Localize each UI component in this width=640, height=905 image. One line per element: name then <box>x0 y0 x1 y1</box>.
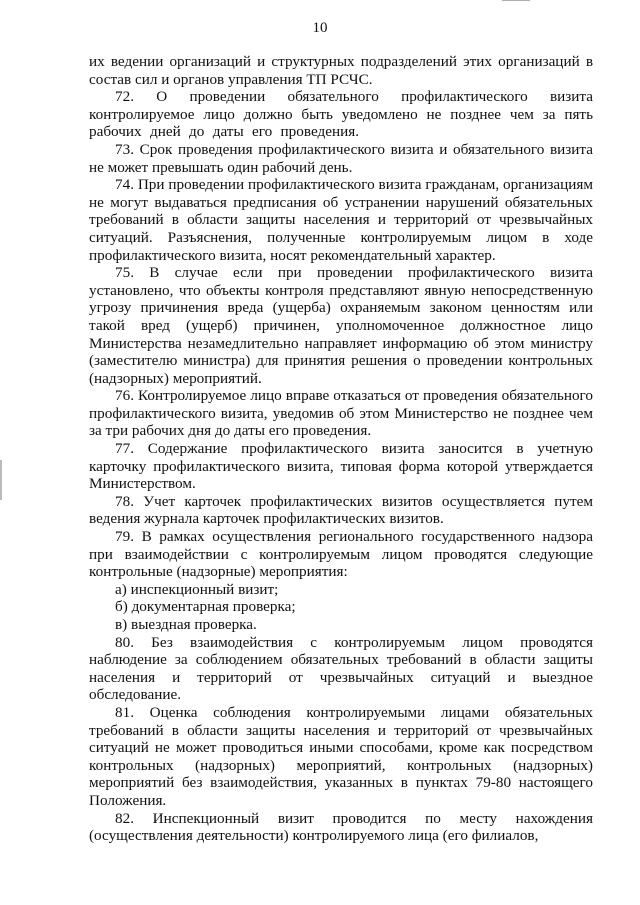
paragraph-82: 82. Инспекционный визит проводится по месту нахождения (осуществления деятельности) контролируемого лица (его филиалов, <box>89 809 593 845</box>
document-body <box>89 53 593 845</box>
paragraph-75: 75. В случае если при проведении профилактического визита установлено, что объекты контроля представляют явную непосредственную угрозу причинения вреда (ущерба) охраняемым законом ценностям или такой вред (ущерб) причинен, уполномоченное должностное лицо Министерства незамедлительно направляет информацию об этом министру (заместителю министра) для принятия решения о проведении контрольных (надзорных) мероприятий. <box>89 264 593 387</box>
paragraph-77: 77. Содержание профилактического визита заносится в учетную карточку профилактического визита, типовая форма которой утверждается Министерством. <box>89 440 593 493</box>
paragraph-72: 72. О проведении обязательного профилактического визита контролируемое лицо должно быть уведомлено не позднее чем за пять рабочих дней до даты его проведения. <box>89 88 593 141</box>
paragraph-79: 79. В рамках осуществления регионального государственного надзора при взаимодействии с контролируемым лицом проводятся следующие контрольные (надзорные) мероприятия: <box>89 528 593 581</box>
paragraph-81: 81. Оценка соблюдения контролируемыми лицами обязательных требований в области защиты населения и территорий от чрезвычайных ситуаций не может проводиться иными способами, кроме как посредством контрольных (надзорных) мероприятий, контрольных (надзорных) мероприятий без взаимодействия, указанных в пунктах 79-80 настоящего Положения. <box>89 703 593 809</box>
scan-mark <box>502 0 530 1</box>
page-number: 10 <box>312 20 328 36</box>
paragraph-74: 74. При проведении профилактического визита гражданам, организациям не могут выдаваться предписания об устранении нарушений обязательных требований в области защиты населения и территорий от чрезвычайных ситуаций. Разъяснения, полученные контролируемым лицом в ходе профилактического визита, носят рекомендательный характер. <box>89 176 593 264</box>
list-item-c: в) выездная проверка. <box>115 616 257 633</box>
paragraph-73: 73. Срок проведения профилактического визита и обязательного визита не может превышать один рабочий день. <box>89 140 593 176</box>
paragraph-76: 76. Контролируемое лицо вправе отказаться от проведения обязательного профилактического визита, уведомив об этом Министерство не позднее чем за три рабочих дня до даты его проведения. <box>89 387 593 440</box>
paragraph-78: 78. Учет карточек профилактических визитов осуществляется путем ведения журнала карточек профилактических визитов. <box>89 492 593 528</box>
paragraph-continuation: их ведении организаций и структурных подразделений этих организаций в состав сил и органов управления ТП РСЧС. <box>89 53 593 88</box>
scan-edge-mark <box>0 460 2 500</box>
paragraph-80: 80. Без взаимодействия с контролируемым лицом проводятся наблюдение за соблюдением обязательных требований в области защиты населения и территорий от чрезвычайных ситуаций и выездное обследование. <box>89 633 593 704</box>
list-item-b: б) документарная проверка; <box>115 598 296 616</box>
list-item-a: а) инспекционный визит; <box>115 580 279 598</box>
